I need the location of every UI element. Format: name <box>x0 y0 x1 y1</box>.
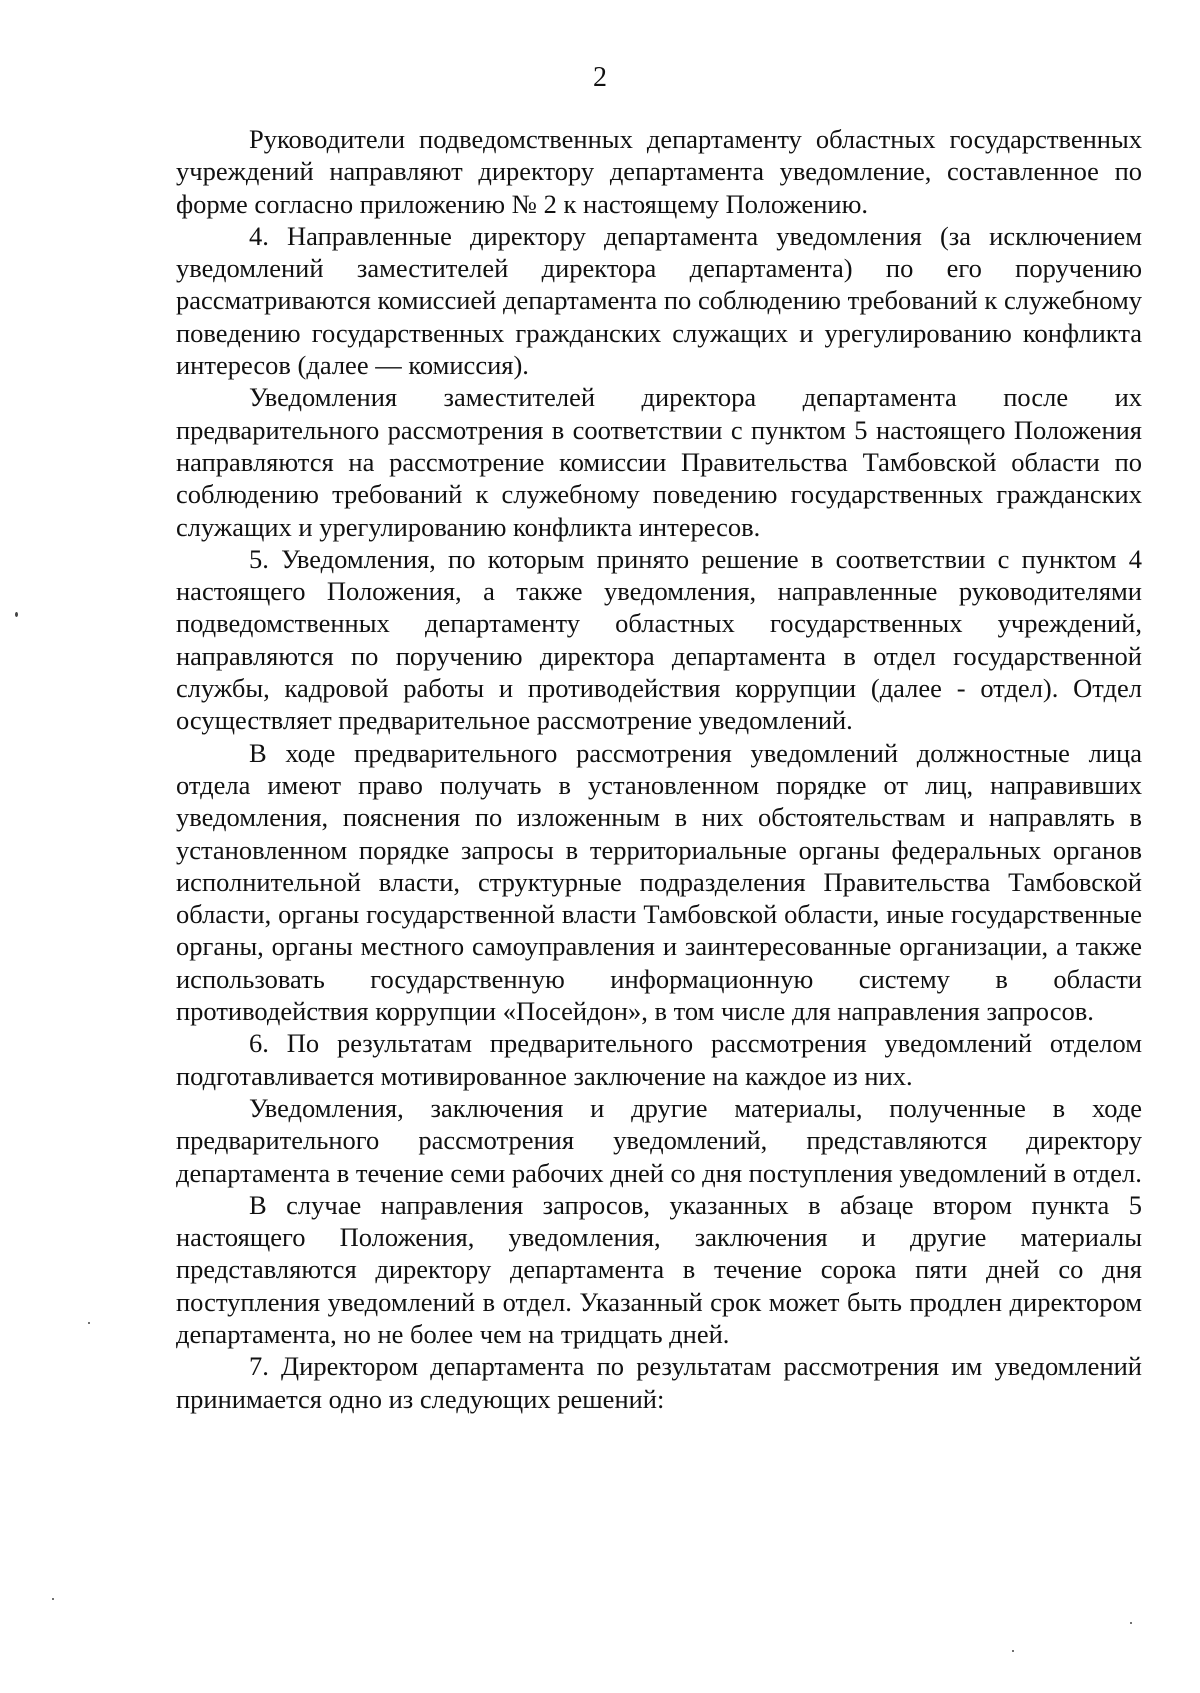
document-body <box>176 123 1142 1415</box>
paragraph-seven-days: Уведомления, заключения и другие материалы, полученные в ходе предварительного рассмотрения уведомлений, представляются директору департамента в течение семи рабочих дней со дня поступления уведомлений в отдел. <box>176 1092 1142 1188</box>
scan-speck <box>52 1598 54 1600</box>
scan-speck <box>1012 1650 1014 1652</box>
paragraph-forty-five-days: В случае направления запросов, указанных в абзаце втором пункта 5 настоящего Положения, уведомления, заключения и другие материалы представляются директору департамента в течение сорока пяти дней со дня поступления уведомлений в отдел. Указанный срок может быть продлен директором департамента, но не более чем на тридцать дней. <box>176 1189 1142 1349</box>
paragraph-deputy-notifications: Уведомления заместителей директора департамента после их предварительного рассмотрения в соответствии с пунктом 5 настоящего Положения направляются на рассмотрение комиссии Правительства Тамбовской области по соблюдению требований к служебному поведению государственных гражданских служащих и урегулированию конфликта интересов. <box>176 382 1142 542</box>
paragraph-preliminary-review: В ходе предварительного рассмотрения уведомлений должностные лица отдела имеют право получать в установленном порядке от лиц, направивших уведомления, пояснения по изложенным в них обстоятельствам и направлять в установленном порядке запросы в территориальные органы федеральных органов исполнительной власти, структурные подразделения Правительства Тамбовской области, органы государственной власти Тамбовской области, иные государственные органы, органы местного самоуправления и заинтересованные организации, а также использовать государственную информационную систему в области противодействия коррупции «Посейдон», в том числе для направления запросов. <box>176 737 1142 1027</box>
scan-speck <box>1130 1622 1132 1624</box>
paragraph-item-5: 5. Уведомления, по которым принято решение в соответствии с пунктом 4 настоящего Положения, а также уведомления, направленные руководителями подведомственных департаменту областных государственных учреждений, направляются по поручению директора департамента в отдел государственной службы, кадровой работы и противодействия коррупции (далее - отдел). Отдел осуществляет предварительное рассмотрение уведомлений. <box>176 543 1142 736</box>
paragraph-heads-of-institutions: Руководители подведомственных департаменту областных государственных учреждений направляют директору департамента уведомление, составленное по форме согласно приложению № 2 к настоящему Положению. <box>176 124 1142 219</box>
paragraph-item-7: 7. Директором департамента по результатам рассмотрения им уведомлений принимается одно из следующих решений: <box>176 1351 1142 1414</box>
scan-speck <box>15 612 18 617</box>
paragraph-item-4: 4. Направленные директору департамента уведомления (за исключением уведомлений заместителей директора департамента) по его поручению рассматриваются комиссией департамента по соблюдению требований к служебному поведению государственных гражданских служащих и урегулированию конфликта интересов (далее — комиссия). <box>176 220 1142 381</box>
paragraph-item-6: 6. По результатам предварительного рассмотрения уведомлений отделом подготавливается мотивированное заключение на каждое из них. <box>176 1028 1142 1091</box>
page-number: 2 <box>593 62 607 93</box>
scan-speck <box>88 1322 90 1324</box>
